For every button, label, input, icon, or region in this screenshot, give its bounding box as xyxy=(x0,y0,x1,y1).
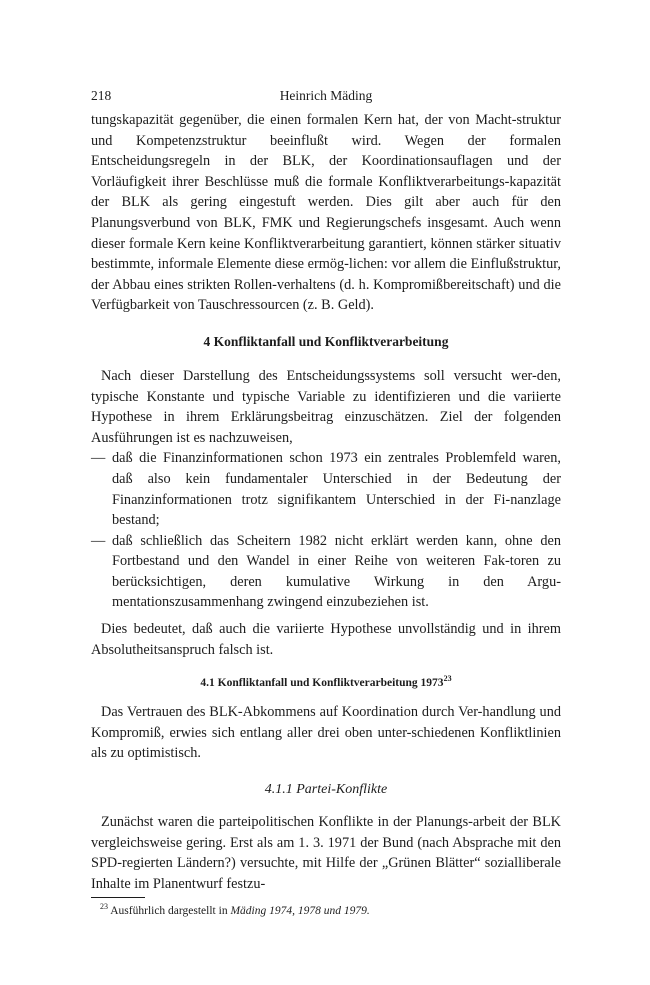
list-item xyxy=(91,448,561,530)
list-item xyxy=(91,531,561,613)
section-4-1-heading xyxy=(91,674,561,692)
section-4-heading: 4 Konfliktanfall und Konfliktverarbeitung xyxy=(203,333,449,349)
footnote-text: Ausführlich dargestellt in xyxy=(110,905,231,918)
running-head-author: Heinrich Mäding xyxy=(279,88,373,103)
book-page xyxy=(91,88,561,919)
footnote-citation: Mäding 1974, 1978 und 1979. xyxy=(230,905,370,918)
intro-paragraph: tungskapazität gegenüber, die einen formalen Kern hat, der von Macht-struktur und Kompetenzstruktur beeinflußt wird. Wegen der formalen Entscheidungsregeln in der BLK, der Koordinationsauflagen und der Vorläufigkeit ihrer Beschlüsse muß die formale Konfliktverarbeitungs-kapazität der BLK als gering eingestuft werden. Dies gilt aber auch für den Planungsverbund von BLK, FMK und Regierungschefs insgesamt. Auch wenn dieser formale Kern keine Konfliktverarbeitung garantiert, können stärker situativ bestimmte, informale Elemente diese ermög-lichen: vor allem die Einflußstruktur, der Abbau eines strikten Rollen-verhaltens (d. h. Kompromißbereitschaft) und die Verfügbarkeit von Tauschressourcen (z. B. Geld). xyxy=(91,112,561,314)
footnote-marker: 23 xyxy=(100,902,108,912)
page-number: 218 xyxy=(91,88,112,103)
list-dash: — xyxy=(91,532,106,549)
list-dash: — xyxy=(91,450,106,467)
conclusion-paragraph: Dies bedeutet, daß auch die variierte Hypothese unvollständig und in ihrem Absolutheitsanspruch falsch ist. xyxy=(91,621,561,658)
section-4-1-1-paragraph: Zunächst waren die parteipolitischen Konflikte in der Planungs-arbeit der BLK vergleichsweise gering. Erst als am 1. 3. 1971 der Bund (nach Absprache mit den SPD-regierten Ländern?) versuchte, mit Hilfe der „Grünen Blätter“ sozialliberale Inhalte im Planentwurf festzu- xyxy=(91,814,561,892)
section-4-1-paragraph: Das Vertrauen des BLK-Abkommens auf Koordination durch Ver-handlung und Kompromiß, erwies sich entlang aller drei oben unter-schiedenen Konfliktlinien als zu optimistisch. xyxy=(91,704,561,762)
footnote-divider xyxy=(91,897,145,898)
section-4-1-1-heading: 4.1.1 Partei-Konflikte xyxy=(264,782,388,798)
section-4-1-heading-text: 4.1 Konfliktanfall und Konfliktverarbeitung 1973 xyxy=(200,677,444,690)
list-item-text: daß die Finanzinformationen schon 1973 ein zentrales Problemfeld waren, daß also kein fundamentaler Unterschied in der Bedeutung der Finanzinformationen trotz signifikantem Unterschied in der Fi-nanzlage bestand; xyxy=(112,450,561,529)
footnote-reference: 23 xyxy=(443,674,452,684)
footnote xyxy=(91,903,561,919)
section-4-paragraph: Nach dieser Darstellung des Entscheidungssystems soll versucht wer-den, typische Konstante und typische Variable zu identifizieren und die variierte Hypothese in ihrem Erklärungsbeitrag einzuschätzen. Ziel der folgenden Ausführungen ist es nachzuweisen, xyxy=(91,367,561,446)
list-item-text: daß schließlich das Scheitern 1982 nicht erklärt werden kann, ohne den Fortbestand und den Wandel in einer Reihe von weiteren Fak-toren zu berücksichtigen, deren kumulative Wirkung in den Argu-mentationszusammenhang zwingend einzubeziehen ist. xyxy=(112,532,561,611)
running-head xyxy=(91,88,561,110)
argument-list xyxy=(91,448,561,613)
